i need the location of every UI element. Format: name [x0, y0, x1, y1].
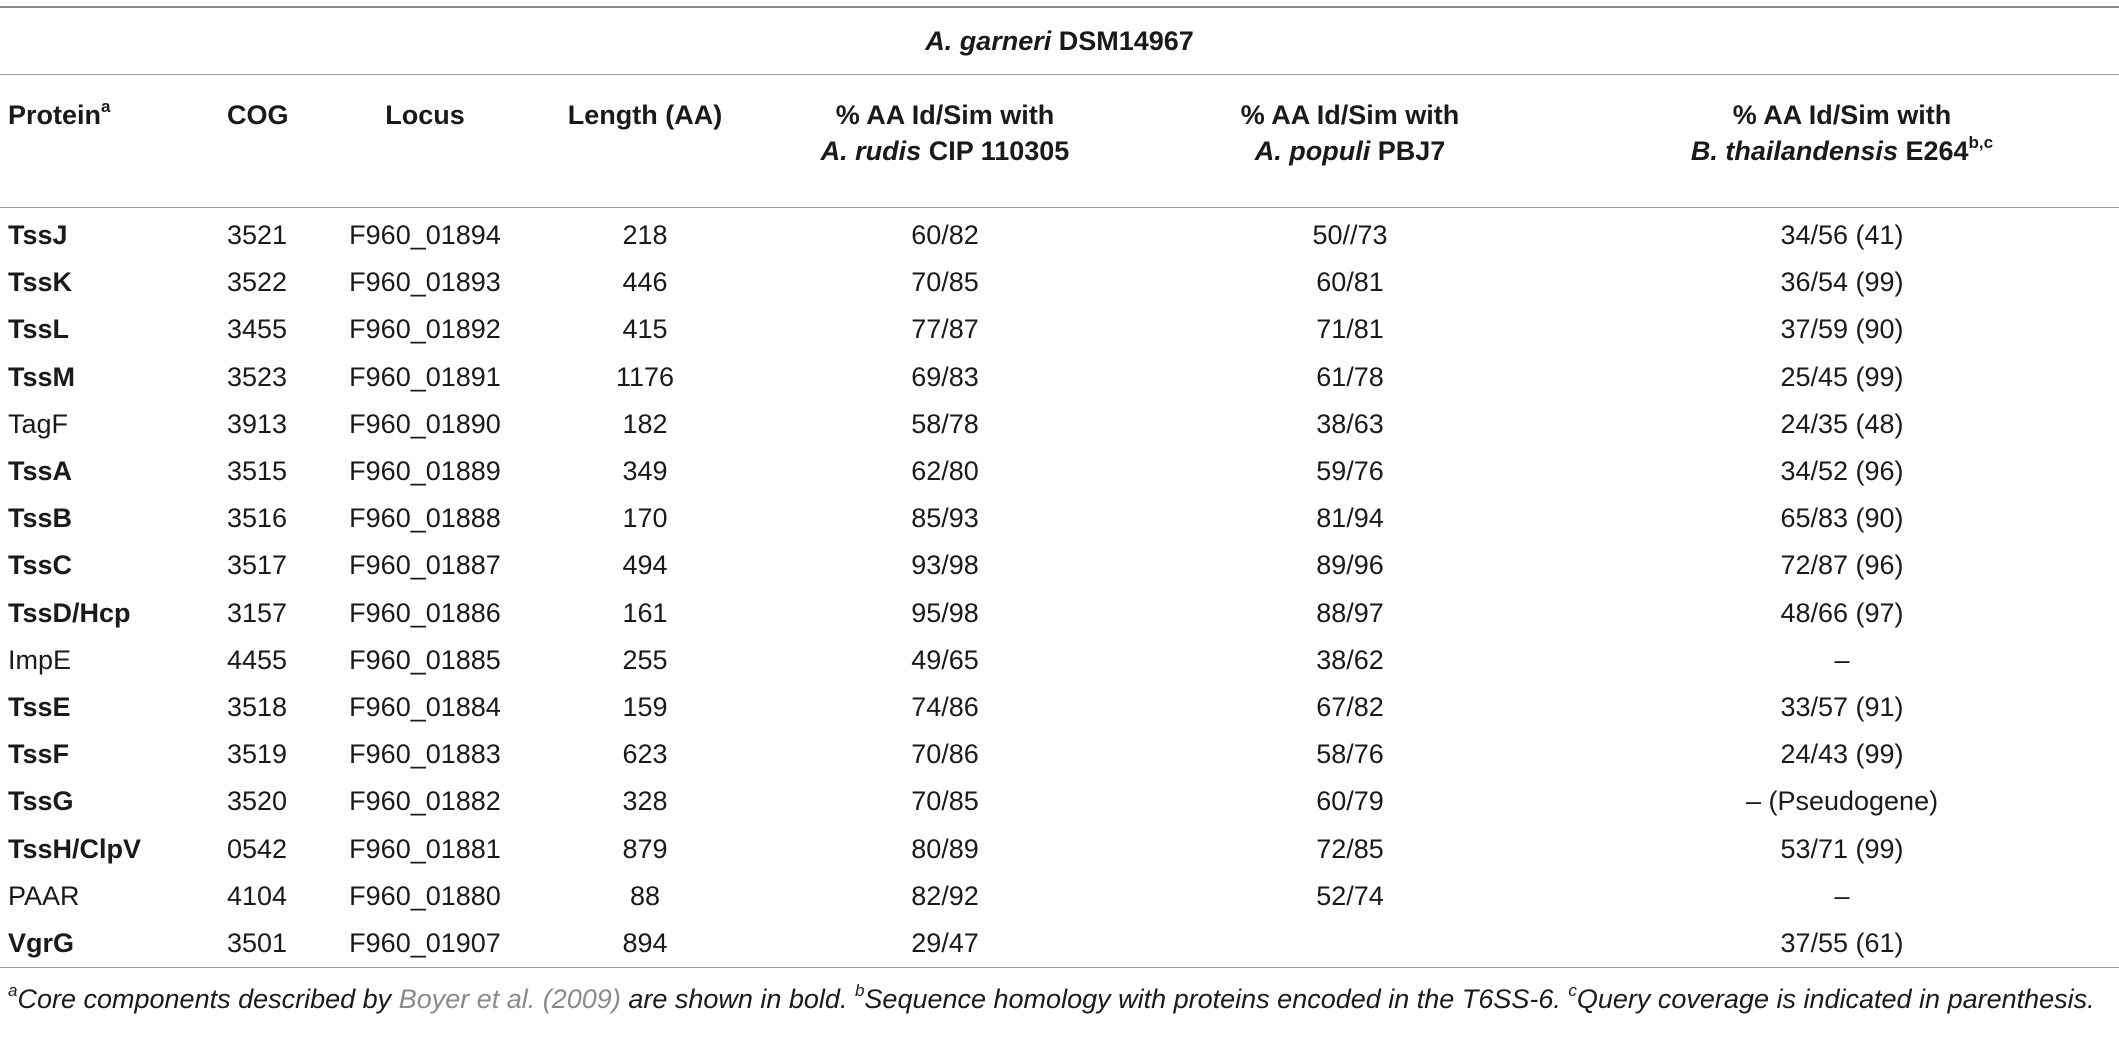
cell-rudis: 60/82 — [911, 220, 979, 251]
cell-populi: 67/82 — [1316, 691, 1384, 722]
cell-protein: TssM — [8, 361, 76, 392]
header-thailandensis: % AA Id/Sim with B. thailandensis E264$^{b,c}$ — [1565, 75, 2119, 208]
cell-protein: TssG — [8, 786, 74, 817]
cell-protein: TssH/ClpV — [8, 833, 142, 864]
table-row — [0, 825, 2119, 872]
cell-thai: 36/54 (99) — [1780, 267, 1904, 298]
cell-length: 88 — [629, 880, 661, 911]
cell-populi: 61/78 — [1316, 361, 1384, 392]
cell-protein: TssA — [8, 456, 73, 487]
cell-locus: F960_01881 — [349, 833, 501, 864]
cell-length: 349 — [622, 456, 668, 487]
cell-rudis: 74/86 — [911, 691, 979, 722]
cell-thai: 24/35 (48) — [1780, 408, 1904, 439]
column-header-row — [0, 75, 2119, 208]
cell-protein: TssK — [8, 267, 73, 298]
cell-cog: 3913 — [227, 408, 288, 439]
cell-protein: TssB — [8, 503, 73, 534]
cell-cog: 4455 — [227, 644, 288, 675]
cell-thai: – — [1834, 880, 1850, 911]
homology-table — [0, 6, 2119, 968]
cell-thai: 72/87 (96) — [1780, 550, 1904, 581]
strain-header-row — [0, 7, 2119, 75]
cell-thai: 34/56 (41) — [1780, 220, 1904, 251]
table-footnote: $^a$Core components described by Boyer et al. (2009) are shown in bold. $^b$Sequence homology with proteins encoded in the T6SS-6. $^c$Query coverage is indicated in parenthesis. — [8, 981, 2095, 1014]
cell-cog: 3455 — [227, 314, 288, 345]
cell-thai: 48/66 (97) — [1780, 597, 1904, 628]
cell-locus: F960_01893 — [349, 267, 501, 298]
cell-protein: TagF — [8, 408, 69, 439]
cell-thai: 34/52 (96) — [1780, 456, 1904, 487]
table-row — [0, 259, 2119, 306]
cell-protein: TssC — [8, 550, 73, 581]
cell-protein: TssL — [8, 314, 70, 345]
header-protein: Protein$^a$ — [0, 75, 205, 208]
cell-populi — [1135, 920, 1565, 968]
cell-populi: 58/76 — [1316, 739, 1384, 770]
cell-protein: PAAR — [8, 880, 80, 911]
cell-protein: VgrG — [0, 920, 205, 968]
table-row — [0, 637, 2119, 684]
cell-thai: 37/59 (90) — [1780, 314, 1904, 345]
table-row — [0, 306, 2119, 353]
cell-protein: ImpE — [8, 644, 72, 675]
cell-cog: 3521 — [227, 220, 288, 251]
cell-populi: 50//73 — [1312, 220, 1388, 251]
cell-rudis: 49/65 — [911, 644, 979, 675]
cell-rudis: 29/47 — [755, 920, 1135, 968]
cell-length: 328 — [622, 786, 668, 817]
cell-locus: F960_01885 — [349, 644, 501, 675]
header-populi: % AA Id/Sim with A. populi PBJ7 — [1135, 75, 1565, 208]
cell-rudis: 58/78 — [911, 408, 979, 439]
cell-thai: 25/45 (99) — [1780, 361, 1904, 392]
cell-cog: 3501 — [205, 920, 315, 968]
cell-cog: 4104 — [227, 880, 288, 911]
cell-cog: 3519 — [227, 739, 288, 770]
table-row — [0, 590, 2119, 637]
cell-locus: F960_01882 — [349, 786, 501, 817]
cell-cog: 3515 — [227, 456, 288, 487]
cell-locus: F960_01883 — [349, 739, 501, 770]
cell-locus: F960_01888 — [349, 503, 501, 534]
cell-rudis: 69/83 — [911, 361, 979, 392]
cell-locus: F960_01892 — [349, 314, 501, 345]
cell-length: 1176 — [615, 361, 675, 392]
cell-locus: F960_01884 — [349, 691, 501, 722]
cell-length: 159 — [622, 691, 668, 722]
table-row — [0, 778, 2119, 825]
cell-length: 161 — [622, 597, 668, 628]
header-length: Length (AA) — [535, 75, 755, 208]
cell-cog: 3157 — [227, 597, 288, 628]
header-locus: Locus — [315, 75, 535, 208]
cell-locus: F960_01894 — [349, 220, 501, 251]
cell-length: 446 — [622, 267, 668, 298]
cell-populi: 81/94 — [1316, 503, 1384, 534]
header-rudis: % AA Id/Sim with A. rudis CIP 110305 — [755, 75, 1135, 208]
table-row — [0, 495, 2119, 542]
cell-thai: 24/43 (99) — [1780, 739, 1904, 770]
cell-rudis: 70/85 — [911, 786, 979, 817]
table-row — [0, 684, 2119, 731]
cell-cog: 3517 — [227, 550, 288, 581]
cell-locus: F960_01886 — [349, 597, 501, 628]
cell-populi: 52/74 — [1316, 880, 1384, 911]
cell-rudis: 62/80 — [911, 456, 979, 487]
cell-populi: 59/76 — [1316, 456, 1384, 487]
cell-rudis: 85/93 — [911, 503, 979, 534]
cell-length: 494 — [622, 550, 668, 581]
cell-locus: F960_01887 — [349, 550, 501, 581]
cell-rudis: 70/85 — [911, 267, 979, 298]
table-row — [0, 873, 2119, 920]
cell-cog: 3516 — [227, 503, 288, 534]
cell-locus: F960_01880 — [349, 880, 501, 911]
cell-length: 255 — [622, 644, 668, 675]
cell-rudis: 93/98 — [911, 550, 979, 581]
cell-populi: 60/81 — [1316, 267, 1384, 298]
cell-locus: F960_01891 — [349, 361, 501, 392]
cell-length: 894 — [535, 920, 755, 968]
cell-protein: TssD/Hcp — [8, 597, 131, 628]
cell-cog: 3522 — [227, 267, 288, 298]
strain-title: A. garneri DSM14967 — [0, 7, 2119, 75]
cell-rudis: 70/86 — [911, 739, 979, 770]
cell-locus: F960_01889 — [349, 456, 501, 487]
cell-thai: – — [1834, 644, 1850, 675]
cell-rudis: 82/92 — [911, 880, 979, 911]
cell-protein: TssE — [8, 691, 71, 722]
cell-cog: 3520 — [227, 786, 288, 817]
table-row — [0, 731, 2119, 778]
cell-length: 170 — [622, 503, 668, 534]
cell-locus: F960_01907 — [315, 920, 535, 968]
cell-cog: 3523 — [227, 361, 288, 392]
cell-populi: 88/97 — [1316, 597, 1384, 628]
table-row — [0, 542, 2119, 589]
citation-link[interactable]: Boyer et al. (2009) — [398, 984, 621, 1014]
cell-length: 623 — [622, 739, 668, 770]
cell-populi: 38/63 — [1316, 408, 1384, 439]
cell-thai: – (Pseudogene) — [1745, 786, 1939, 817]
cell-populi: 89/96 — [1316, 550, 1384, 581]
cell-cog: 3518 — [227, 691, 288, 722]
table-row — [0, 920, 2119, 968]
table-row — [0, 448, 2119, 495]
cell-length: 218 — [622, 220, 668, 251]
cell-thai: 65/83 (90) — [1780, 503, 1904, 534]
table-body — [0, 208, 2119, 968]
table-row — [0, 354, 2119, 401]
cell-rudis: 95/98 — [911, 597, 979, 628]
cell-populi: 72/85 — [1316, 833, 1384, 864]
cell-length: 879 — [622, 833, 668, 864]
cell-populi: 38/62 — [1316, 644, 1384, 675]
header-cog: COG — [205, 75, 315, 208]
cell-thai: 33/57 (91) — [1780, 691, 1904, 722]
table-row — [0, 208, 2119, 260]
cell-populi: 60/79 — [1316, 786, 1384, 817]
table-row — [0, 401, 2119, 448]
cell-locus: F960_01890 — [349, 408, 501, 439]
cell-thai: 37/55 (61) — [1565, 920, 2119, 968]
cell-cog: 0542 — [227, 833, 288, 864]
cell-length: 182 — [622, 408, 668, 439]
cell-rudis: 80/89 — [911, 833, 979, 864]
cell-rudis: 77/87 — [911, 314, 979, 345]
cell-protein: TssJ — [8, 220, 68, 251]
cell-protein: TssF — [8, 739, 70, 770]
cell-populi: 71/81 — [1316, 314, 1384, 345]
cell-thai: 53/71 (99) — [1780, 833, 1904, 864]
cell-length: 415 — [622, 314, 668, 345]
